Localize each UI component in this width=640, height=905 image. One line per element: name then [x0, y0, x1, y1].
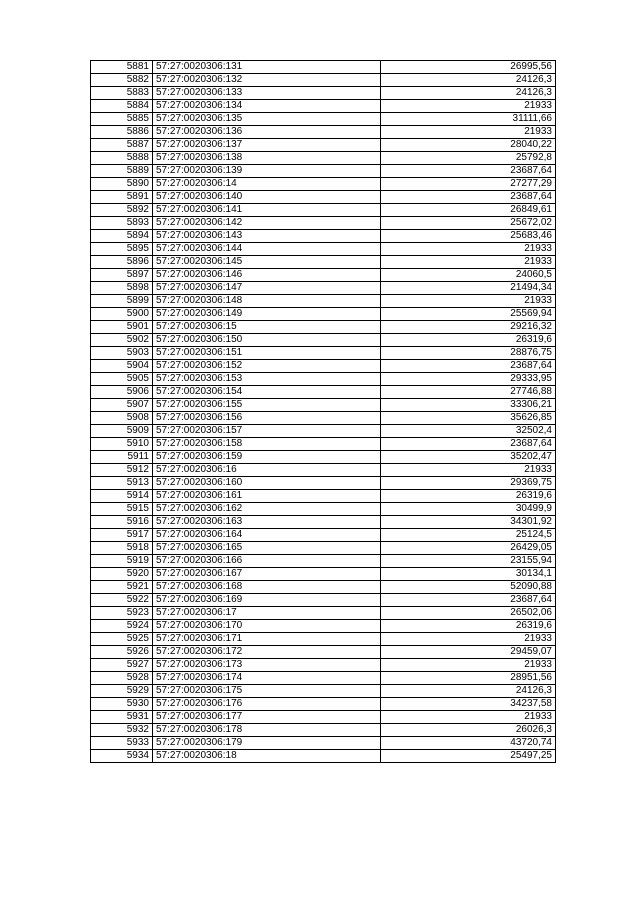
value-cell: 23687,64 [381, 191, 556, 204]
cadastral-number-cell: 57:27:0020306:166 [153, 555, 381, 568]
row-number-cell: 5931 [91, 711, 153, 724]
cadastral-number-cell: 57:27:0020306:178 [153, 724, 381, 737]
cadastral-number-cell: 57:27:0020306:136 [153, 126, 381, 139]
value-cell: 26319,6 [381, 620, 556, 633]
table-row [91, 646, 556, 659]
table-row [91, 594, 556, 607]
value-cell: 21933 [381, 126, 556, 139]
value-cell: 23687,64 [381, 360, 556, 373]
cadastral-number-cell: 57:27:0020306:162 [153, 503, 381, 516]
row-number-cell: 5911 [91, 451, 153, 464]
row-number-cell: 5913 [91, 477, 153, 490]
table-row [91, 230, 556, 243]
cadastral-number-cell: 57:27:0020306:143 [153, 230, 381, 243]
cadastral-number-cell: 57:27:0020306:153 [153, 373, 381, 386]
cadastral-number-cell: 57:27:0020306:140 [153, 191, 381, 204]
table-row [91, 698, 556, 711]
row-number-cell: 5891 [91, 191, 153, 204]
table-row [91, 555, 556, 568]
value-cell: 35202,47 [381, 451, 556, 464]
row-number-cell: 5887 [91, 139, 153, 152]
value-cell: 52090,88 [381, 581, 556, 594]
table-row [91, 724, 556, 737]
row-number-cell: 5905 [91, 373, 153, 386]
table-row [91, 126, 556, 139]
row-number-cell: 5923 [91, 607, 153, 620]
value-cell: 35626,85 [381, 412, 556, 425]
cadastral-number-cell: 57:27:0020306:137 [153, 139, 381, 152]
cadastral-number-cell: 57:27:0020306:135 [153, 113, 381, 126]
table-row [91, 152, 556, 165]
row-number-cell: 5881 [91, 61, 153, 74]
table-row [91, 87, 556, 100]
value-cell: 24060,5 [381, 269, 556, 282]
cadastral-number-cell: 57:27:0020306:147 [153, 282, 381, 295]
row-number-cell: 5895 [91, 243, 153, 256]
cadastral-number-cell: 57:27:0020306:132 [153, 74, 381, 87]
table-row [91, 373, 556, 386]
table-row [91, 503, 556, 516]
value-cell: 25569,94 [381, 308, 556, 321]
cadastral-number-cell: 57:27:0020306:168 [153, 581, 381, 594]
table-row [91, 61, 556, 74]
value-cell: 21933 [381, 256, 556, 269]
value-cell: 21933 [381, 243, 556, 256]
row-number-cell: 5912 [91, 464, 153, 477]
value-cell: 21933 [381, 633, 556, 646]
value-cell: 34237,58 [381, 698, 556, 711]
cadastral-number-cell: 57:27:0020306:17 [153, 607, 381, 620]
value-cell: 23155,94 [381, 555, 556, 568]
row-number-cell: 5899 [91, 295, 153, 308]
row-number-cell: 5896 [91, 256, 153, 269]
table-row [91, 438, 556, 451]
cadastral-number-cell: 57:27:0020306:173 [153, 659, 381, 672]
row-number-cell: 5903 [91, 347, 153, 360]
value-cell: 21933 [381, 711, 556, 724]
value-cell: 31111,66 [381, 113, 556, 126]
value-cell: 26319,6 [381, 334, 556, 347]
table-row [91, 451, 556, 464]
table-row [91, 568, 556, 581]
row-number-cell: 5933 [91, 737, 153, 750]
table-row [91, 282, 556, 295]
value-cell: 21933 [381, 100, 556, 113]
row-number-cell: 5922 [91, 594, 153, 607]
row-number-cell: 5914 [91, 490, 153, 503]
value-cell: 26995,56 [381, 61, 556, 74]
table-row [91, 620, 556, 633]
cadastral-number-cell: 57:27:0020306:159 [153, 451, 381, 464]
cadastral-number-cell: 57:27:0020306:15 [153, 321, 381, 334]
cadastral-number-cell: 57:27:0020306:16 [153, 464, 381, 477]
table-row [91, 217, 556, 230]
value-cell: 26849,61 [381, 204, 556, 217]
table-row [91, 139, 556, 152]
row-number-cell: 5918 [91, 542, 153, 555]
table-row [91, 191, 556, 204]
value-cell: 30134,1 [381, 568, 556, 581]
cadastral-number-cell: 57:27:0020306:172 [153, 646, 381, 659]
row-number-cell: 5898 [91, 282, 153, 295]
cadastral-number-cell: 57:27:0020306:151 [153, 347, 381, 360]
table-row [91, 347, 556, 360]
table-row [91, 542, 556, 555]
cadastral-number-cell: 57:27:0020306:169 [153, 594, 381, 607]
cadastral-number-cell: 57:27:0020306:175 [153, 685, 381, 698]
row-number-cell: 5888 [91, 152, 153, 165]
cadastral-number-cell: 57:27:0020306:167 [153, 568, 381, 581]
cadastral-number-cell: 57:27:0020306:145 [153, 256, 381, 269]
row-number-cell: 5889 [91, 165, 153, 178]
table-row [91, 750, 556, 763]
row-number-cell: 5885 [91, 113, 153, 126]
row-number-cell: 5915 [91, 503, 153, 516]
value-cell: 26026,3 [381, 724, 556, 737]
table-row [91, 659, 556, 672]
row-number-cell: 5894 [91, 230, 153, 243]
row-number-cell: 5928 [91, 672, 153, 685]
table-row [91, 425, 556, 438]
value-cell: 25672,02 [381, 217, 556, 230]
table-row [91, 490, 556, 503]
cadastral-number-cell: 57:27:0020306:156 [153, 412, 381, 425]
row-number-cell: 5908 [91, 412, 153, 425]
table-row [91, 516, 556, 529]
value-cell: 26319,6 [381, 490, 556, 503]
table-row [91, 464, 556, 477]
table-row [91, 737, 556, 750]
value-cell: 26502,06 [381, 607, 556, 620]
cadastral-number-cell: 57:27:0020306:131 [153, 61, 381, 74]
value-cell: 21933 [381, 295, 556, 308]
table-row [91, 113, 556, 126]
value-cell: 28876,75 [381, 347, 556, 360]
table-row [91, 360, 556, 373]
table-row [91, 321, 556, 334]
table-row [91, 256, 556, 269]
value-cell: 29216,32 [381, 321, 556, 334]
cadastral-number-cell: 57:27:0020306:176 [153, 698, 381, 711]
table-row [91, 477, 556, 490]
table-row [91, 581, 556, 594]
table-row [91, 672, 556, 685]
cadastral-number-cell: 57:27:0020306:163 [153, 516, 381, 529]
value-cell: 21933 [381, 464, 556, 477]
table-row [91, 607, 556, 620]
value-cell: 25792,8 [381, 152, 556, 165]
cadastral-number-cell: 57:27:0020306:179 [153, 737, 381, 750]
value-cell: 32502,4 [381, 425, 556, 438]
cadastral-number-cell: 57:27:0020306:134 [153, 100, 381, 113]
table-row [91, 399, 556, 412]
table-row [91, 334, 556, 347]
value-cell: 23687,64 [381, 165, 556, 178]
cadastral-number-cell: 57:27:0020306:170 [153, 620, 381, 633]
cadastral-number-cell: 57:27:0020306:148 [153, 295, 381, 308]
row-number-cell: 5909 [91, 425, 153, 438]
row-number-cell: 5934 [91, 750, 153, 763]
row-number-cell: 5932 [91, 724, 153, 737]
table-row [91, 386, 556, 399]
cadastral-number-cell: 57:27:0020306:150 [153, 334, 381, 347]
row-number-cell: 5925 [91, 633, 153, 646]
row-number-cell: 5883 [91, 87, 153, 100]
cadastral-number-cell: 57:27:0020306:158 [153, 438, 381, 451]
value-cell: 28951,56 [381, 672, 556, 685]
row-number-cell: 5902 [91, 334, 153, 347]
row-number-cell: 5930 [91, 698, 153, 711]
value-cell: 24126,3 [381, 685, 556, 698]
value-cell: 27746,88 [381, 386, 556, 399]
value-cell: 28040,22 [381, 139, 556, 152]
value-cell: 29369,75 [381, 477, 556, 490]
table-row [91, 74, 556, 87]
row-number-cell: 5890 [91, 178, 153, 191]
row-number-cell: 5897 [91, 269, 153, 282]
row-number-cell: 5916 [91, 516, 153, 529]
row-number-cell: 5907 [91, 399, 153, 412]
cadastral-number-cell: 57:27:0020306:165 [153, 542, 381, 555]
value-cell: 34301,92 [381, 516, 556, 529]
cadastral-number-cell: 57:27:0020306:157 [153, 425, 381, 438]
value-cell: 24126,3 [381, 87, 556, 100]
value-cell: 29459,07 [381, 646, 556, 659]
table-row [91, 685, 556, 698]
value-cell: 30499,9 [381, 503, 556, 516]
cadastral-number-cell: 57:27:0020306:161 [153, 490, 381, 503]
cadastral-number-cell: 57:27:0020306:133 [153, 87, 381, 100]
row-number-cell: 5929 [91, 685, 153, 698]
row-number-cell: 5906 [91, 386, 153, 399]
row-number-cell: 5921 [91, 581, 153, 594]
cadastral-number-cell: 57:27:0020306:139 [153, 165, 381, 178]
value-cell: 21494,34 [381, 282, 556, 295]
cadastral-number-cell: 57:27:0020306:138 [153, 152, 381, 165]
cadastral-number-cell: 57:27:0020306:174 [153, 672, 381, 685]
row-number-cell: 5926 [91, 646, 153, 659]
cadastral-number-cell: 57:27:0020306:152 [153, 360, 381, 373]
row-number-cell: 5901 [91, 321, 153, 334]
row-number-cell: 5910 [91, 438, 153, 451]
value-cell: 27277,29 [381, 178, 556, 191]
row-number-cell: 5920 [91, 568, 153, 581]
table-row [91, 711, 556, 724]
table-row [91, 269, 556, 282]
value-cell: 26429,05 [381, 542, 556, 555]
cadastral-number-cell: 57:27:0020306:141 [153, 204, 381, 217]
table-row [91, 295, 556, 308]
table-row [91, 412, 556, 425]
cadastral-number-cell: 57:27:0020306:14 [153, 178, 381, 191]
value-cell: 23687,64 [381, 438, 556, 451]
value-cell: 25497,25 [381, 750, 556, 763]
cadastral-number-cell: 57:27:0020306:154 [153, 386, 381, 399]
cadastral-number-cell: 57:27:0020306:144 [153, 243, 381, 256]
cadastral-number-cell: 57:27:0020306:18 [153, 750, 381, 763]
table-row [91, 308, 556, 321]
row-number-cell: 5927 [91, 659, 153, 672]
table-row [91, 178, 556, 191]
value-cell: 33306,21 [381, 399, 556, 412]
table-row [91, 204, 556, 217]
row-number-cell: 5893 [91, 217, 153, 230]
cadastral-number-cell: 57:27:0020306:146 [153, 269, 381, 282]
row-number-cell: 5924 [91, 620, 153, 633]
row-number-cell: 5882 [91, 74, 153, 87]
value-cell: 25683,46 [381, 230, 556, 243]
table-row [91, 100, 556, 113]
cadastral-table [90, 60, 556, 763]
table-row [91, 165, 556, 178]
value-cell: 23687,64 [381, 594, 556, 607]
cadastral-number-cell: 57:27:0020306:160 [153, 477, 381, 490]
row-number-cell: 5904 [91, 360, 153, 373]
cadastral-number-cell: 57:27:0020306:149 [153, 308, 381, 321]
value-cell: 29333,95 [381, 373, 556, 386]
cadastral-number-cell: 57:27:0020306:155 [153, 399, 381, 412]
row-number-cell: 5919 [91, 555, 153, 568]
row-number-cell: 5900 [91, 308, 153, 321]
row-number-cell: 5886 [91, 126, 153, 139]
table-row [91, 633, 556, 646]
value-cell: 24126,3 [381, 74, 556, 87]
cadastral-number-cell: 57:27:0020306:171 [153, 633, 381, 646]
value-cell: 21933 [381, 659, 556, 672]
cadastral-number-cell: 57:27:0020306:164 [153, 529, 381, 542]
cadastral-number-cell: 57:27:0020306:177 [153, 711, 381, 724]
row-number-cell: 5917 [91, 529, 153, 542]
table-body [91, 61, 556, 763]
row-number-cell: 5884 [91, 100, 153, 113]
table-row [91, 529, 556, 542]
row-number-cell: 5892 [91, 204, 153, 217]
value-cell: 43720,74 [381, 737, 556, 750]
table-row [91, 243, 556, 256]
cadastral-number-cell: 57:27:0020306:142 [153, 217, 381, 230]
value-cell: 25124,5 [381, 529, 556, 542]
